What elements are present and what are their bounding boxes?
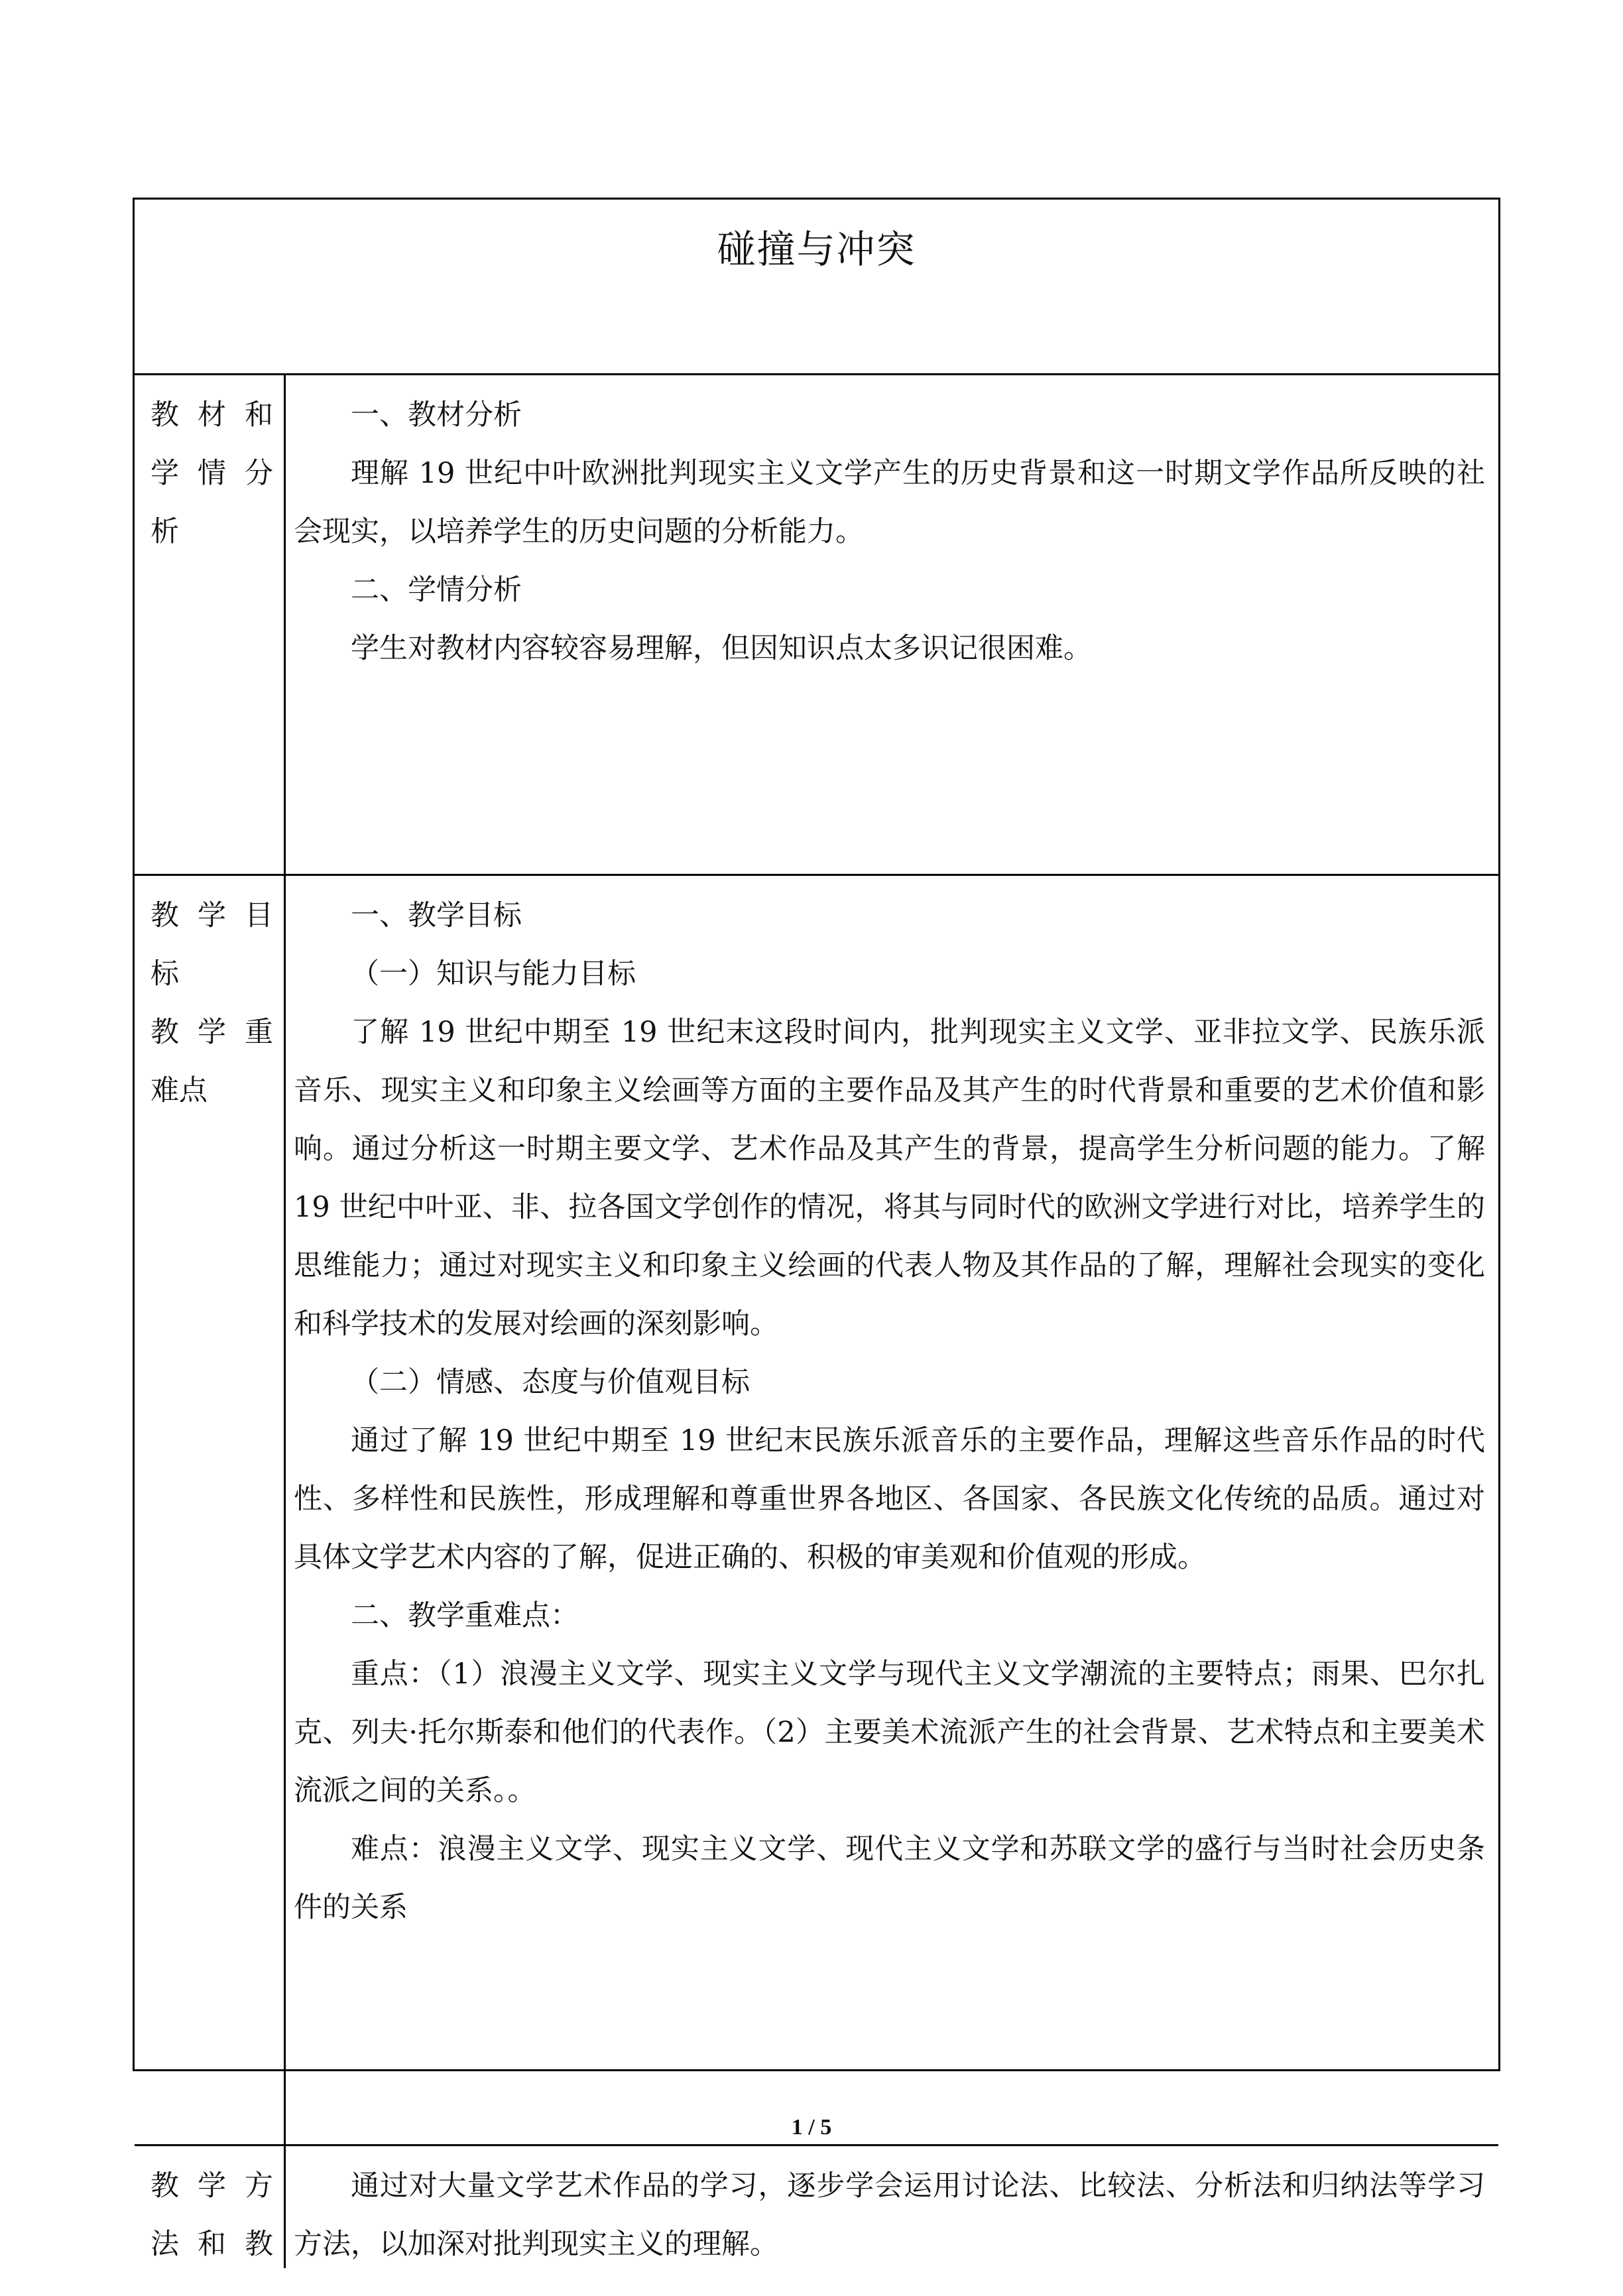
row-content [286,2146,1498,2268]
paragraph: 了解 19 世纪中期至 19 世纪末这段时间内，批判现实主义文学、亚非拉文学、民族乐派音乐、现实主义和印象主义绘画等方面的主要作品及其产生的时代背景和重要的艺术价值和影响。通过分析这一时期主要文学、艺术作品及其产生的背景，提高学生分析问题的能力。了解 19 世纪中叶亚、非、拉各国文学创作的情况，将其与同时代的欧洲文学进行对比，培养学生的思维能力；通过对现实主义和印象主义绘画的代表人物及其作品的了解，理解社会现实的变化和科学技术的发展对绘画的深刻影响。 [294,1016,1485,1341]
table-row-teaching-goals [135,874,1498,2144]
paragraph: 通过了解 19 世纪中期至 19 世纪末民族乐派音乐的主要作品，理解这些音乐作品的时代性、多样性和民族性，形成理解和尊重世界各地区、各国家、各民族文化传统的品质。通过对具体文学艺术内容的了解，促进正确的、积极的审美观和价值观的形成。 [294,1424,1485,1574]
label-line: 教学方 [150,2169,273,2203]
page-number: 1 / 5 [791,2115,832,2140]
paragraph: 通过对大量文学艺术作品的学习，逐步学会运用讨论法、比较法、分析法和归纳法等学习方法，以加深对批判现实主义的理解。 [294,2169,1485,2261]
subsection-heading: （二）情感、态度与价值观目标 [351,1366,750,1399]
section-heading: 一、教材分析 [351,398,522,432]
label-line: 学情分 [150,457,273,490]
label-line: 标 [150,957,179,991]
label-line: 教学目 [150,899,273,932]
paragraph: 重点：（1）浪漫主义文学、现实主义文学与现代主义文学潮流的主要特点；雨果、巴尔扎克、列夫·托尔斯泰和他们的代表作。（2）主要美术流派产生的社会背景、艺术特点和主要美术流派之间的关系。。 [294,1658,1485,1807]
paragraph: 理解 19 世纪中叶欧洲批判现实主义文学产生的历史背景和这一时期文学作品所反映的社会现实，以培养学生的历史问题的分析能力。 [294,457,1485,548]
row-label [135,876,286,2144]
row-content [286,375,1498,874]
row-label [135,2146,286,2268]
paragraph: 难点：浪漫主义文学、现实主义文学、现代主义文学和苏联文学的盛行与当时社会历史条件的关系 [294,1833,1485,1924]
section-heading: 一、教学目标 [351,899,522,932]
paragraph: 学生对教材内容较容易理解，但因知识点太多识记很困难。 [351,632,1092,665]
table-row-material-analysis [135,373,1498,874]
label-line: 法和教 [150,2228,273,2261]
section-heading: 二、教学重难点： [351,1599,579,1632]
document-title: 碰撞与冲突 [717,227,916,272]
label-line: 难点 [150,1074,208,1107]
label-line: 析 [150,515,179,548]
table-row-teaching-methods [135,2144,1498,2268]
label-line: 教学重 [150,1016,273,1049]
title-row [135,200,1498,373]
subsection-heading: （一）知识与能力目标 [351,957,636,991]
row-content [286,876,1498,2144]
section-heading: 二、学情分析 [351,574,522,607]
label-line: 教材和 [150,398,273,432]
row-label [135,375,286,874]
